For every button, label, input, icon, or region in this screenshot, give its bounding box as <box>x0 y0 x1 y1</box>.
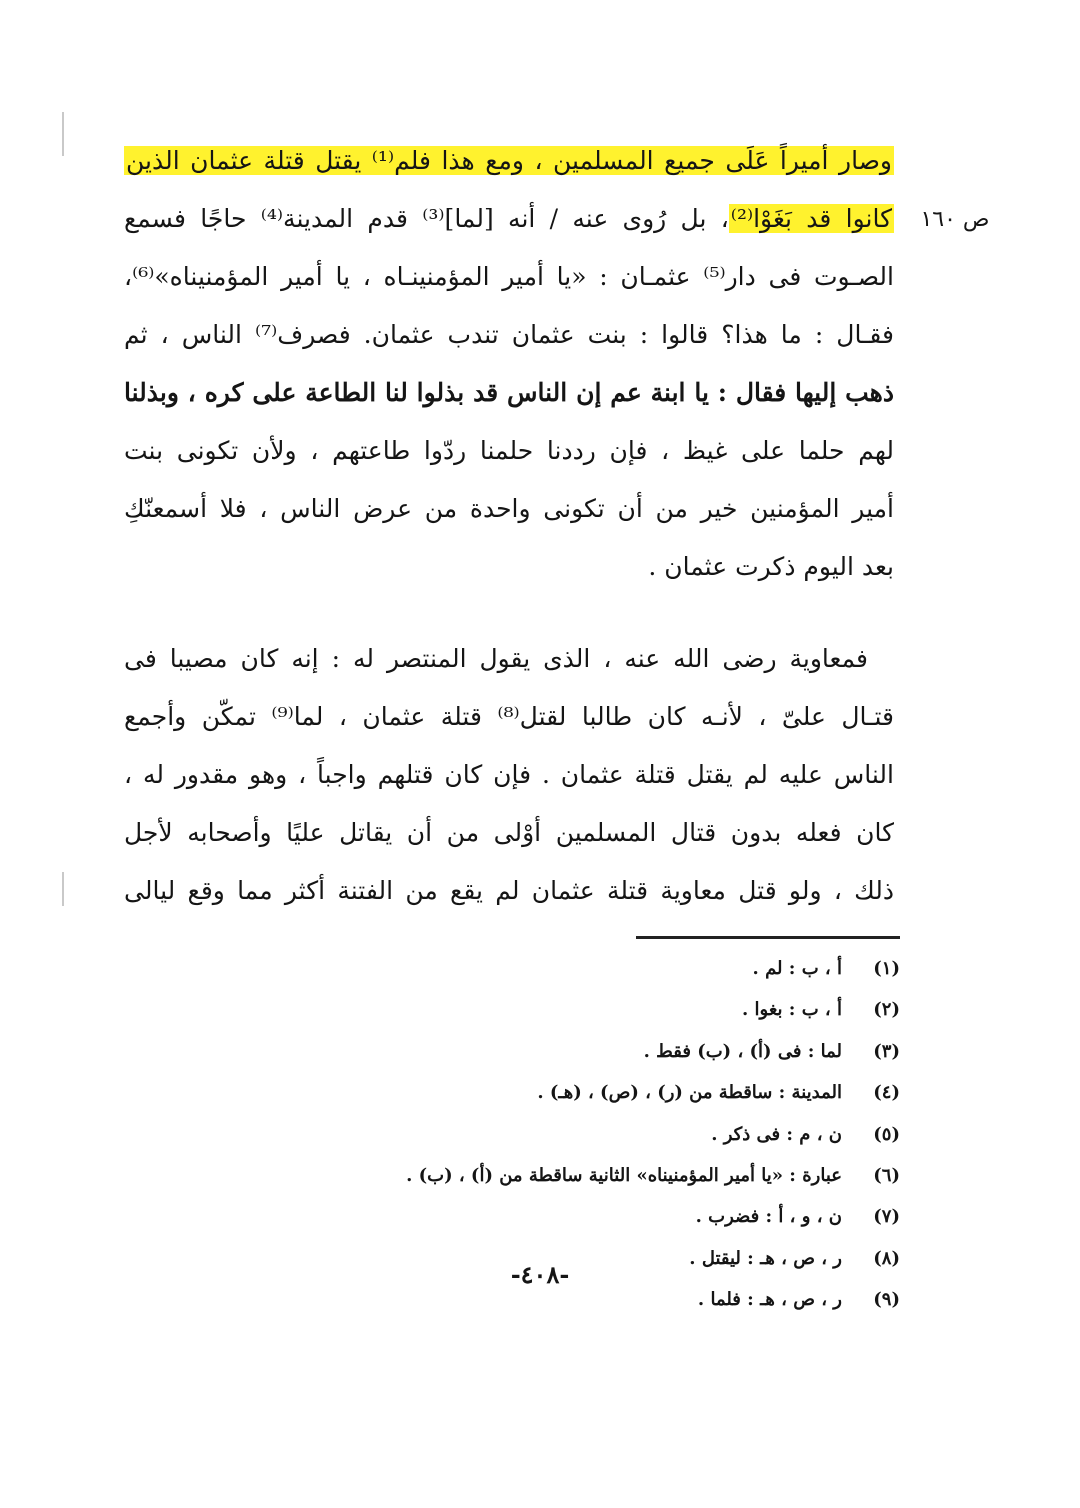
text-line: فقـال : ما هذا؟ قالوا : بنت عثمان تندب عثمان. فصرف⁽⁷⁾ الناس ، ثم <box>124 320 894 349</box>
text-line: كانوا قد بَغَوْا⁽²⁾، بل رُوى عنه / أنه [لما]⁽³⁾ قدم المدينة⁽⁴⁾ حاجًا فسمع <box>124 204 892 233</box>
footnote <box>380 948 900 989</box>
text-line: ذلك ، ولو قتل معاوية قتلة عثمان لم يقع من الفتنة أكثر مما وقع ليالى <box>124 876 894 905</box>
text-line: ذهب إليها فقال : يا ابنة عم إن الناس قد بذلوا لنا الطاعة على كره ، وبذلنا <box>124 378 894 407</box>
text-line: لهم حلما على غيظ ، فإن رددنا حلمنا ردّوا طاعتهم ، ولأن تكونى بنت <box>124 436 894 465</box>
footnote-number: (٧) <box>873 1206 900 1228</box>
footnote <box>380 1031 900 1072</box>
paragraph-2 <box>124 630 894 920</box>
footnote-text: المدينة : ساقطة من (ر) ، (ص) ، (هـ) . <box>537 1082 842 1104</box>
footnote-text: أ ، ب : لم . <box>752 958 842 979</box>
footnote <box>380 989 900 1030</box>
scan-edge-bottom-left <box>62 872 64 906</box>
scan-edge-top-left <box>62 112 64 156</box>
footnote-text: ر ، ص ، هـ : ليقتل . <box>689 1247 842 1269</box>
paragraph-1 <box>124 132 894 596</box>
footnote-text: ن ، و ، أ : فضرب . <box>695 1206 842 1228</box>
footnote-number: (١) <box>873 958 900 979</box>
footnote-text: عبارة : «يا أمير المؤمنيناه» الثانية ساقطة من (أ) ، (ب) . <box>406 1164 842 1186</box>
text-line: الصـوت فى دار⁽⁵⁾ عثمـان : «يا أمير المؤمنينـاه ، يا أمير المؤمنيناه»⁽⁶⁾، <box>124 262 894 291</box>
footnote-text: أ ، ب : بغوا . <box>742 999 842 1021</box>
footnote-number: (٤) <box>873 1082 900 1104</box>
footnote-number: (٩) <box>873 1289 900 1311</box>
footnote-separator <box>636 936 900 939</box>
footnote <box>380 1196 900 1237</box>
highlighted-text: وصار أميراً عَلَى جميع المسلمين ، ومع هذا فلم⁽¹⁾ يقتل قتلة عثمان الذين <box>126 146 892 175</box>
footnote-number: (٢) <box>873 999 900 1021</box>
highlighted-text: كانوا قد بَغَوْا⁽²⁾ <box>730 204 892 233</box>
footnote-number: (٥) <box>873 1123 900 1145</box>
text-line: كان فعله بدون قتال المسلمين أوْلى من أن يقاتل عليًا وأصحابه لأجل <box>124 818 894 847</box>
footnote-text: ر ، ص ، هـ : فلما . <box>697 1289 842 1311</box>
text-line: فمعاوية رضى الله عنه ، الذى يقول المنتصر له : إنه كان مصيبا فى <box>124 644 868 673</box>
footnote <box>380 1072 900 1113</box>
footnote-text: لما : فى (أ) ، (ب) فقط . <box>643 1040 842 1062</box>
footnote <box>380 1114 900 1155</box>
text-line: أمير المؤمنين خير من أن تكونى واحدة من عرض الناس ، فلا أسمعنّكِ <box>124 494 894 523</box>
footnote-number: (٦) <box>873 1164 900 1186</box>
text-line <box>124 132 894 190</box>
page-number: -٤٠٨- <box>510 1260 570 1289</box>
footnote-number: (٣) <box>873 1040 900 1062</box>
text-line: بعد اليوم ذكرت عثمان . <box>648 552 894 581</box>
margin-page-reference: ص ١٦٠ <box>920 207 990 232</box>
text-line: قتـال علىّ ، لأنـه كان طالبا لقتل⁽⁸⁾ قتلة عثمان ، لما⁽⁹⁾ تمكّن وأجمع <box>124 702 894 731</box>
footnote <box>380 1155 900 1196</box>
text-line: الناس عليه لم يقتل قتلة عثمان . فإن كان قتلهم واجباً ، وهو مقدور له ، <box>124 760 894 789</box>
footnote-number: (٨) <box>873 1247 900 1269</box>
footnote-text: ن ، م : فى ذكر . <box>711 1123 842 1145</box>
